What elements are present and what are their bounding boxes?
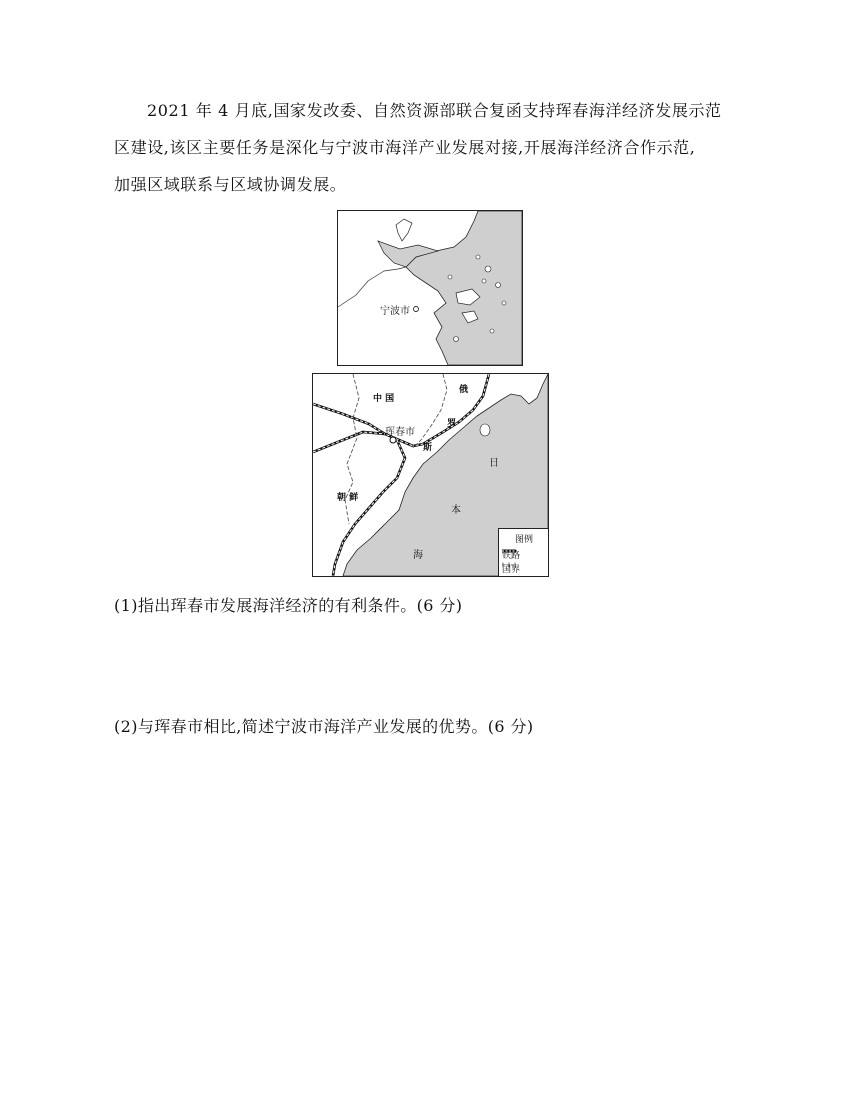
label-china: 中 国 — [373, 394, 395, 404]
label-russia-3: 斯 — [423, 443, 433, 453]
railway-line — [313, 432, 385, 452]
ningbo-map — [337, 210, 523, 366]
label-russia-2: 罗 — [447, 419, 457, 429]
intro-line-2: 区建设,该区主要任务是深化与宁波市海洋产业发展对接,开展海洋经济合作示范, — [114, 138, 696, 157]
legend-railway-label: 铁路 — [502, 551, 521, 561]
hunchun-map — [312, 373, 549, 577]
ningbo-island — [448, 275, 452, 279]
label-sea-2: 本 — [451, 505, 461, 516]
intro-paragraph — [114, 92, 744, 203]
ningbo-island — [490, 329, 494, 333]
ningbo-sea — [406, 211, 522, 365]
legend-title: 图例 — [515, 535, 534, 545]
ningbo-city-label: 宁波市 — [380, 306, 410, 317]
ningbo-map-graphic — [338, 211, 522, 365]
ningbo-island — [476, 255, 480, 259]
ningbo-island — [454, 337, 459, 342]
railway-symbol-icon — [502, 548, 516, 554]
label-sea-3: 海 — [413, 550, 423, 561]
national-border — [413, 374, 447, 448]
question-1: (1)指出珲春市发展海洋经济的有利条件。(6 分) — [114, 596, 463, 615]
hunchun-lake — [480, 424, 490, 436]
legend-border-row — [502, 562, 520, 575]
ningbo-city-marker — [414, 307, 419, 312]
ningbo-island — [502, 301, 506, 305]
intro-line-3: 加强区域联系与区域协调发展。 — [114, 175, 347, 194]
map-legend — [498, 528, 549, 577]
ningbo-island — [485, 266, 491, 272]
border-symbol-icon — [502, 562, 516, 568]
legend-border-label: 国界 — [502, 565, 521, 575]
ningbo-island — [482, 279, 486, 283]
ningbo-island — [496, 283, 501, 288]
label-russia-1: 俄 — [459, 385, 469, 395]
intro-line-1: 2021 年 4 月底,国家发改委、自然资源部联合复函支持珲春海洋经济发展示范 — [147, 101, 722, 120]
ningbo-boundary — [338, 267, 406, 307]
legend-railway-row — [502, 548, 520, 561]
label-sea-1: 日 — [489, 458, 499, 469]
ningbo-island — [396, 219, 412, 241]
hunchun-city-label: 珲春市 — [385, 427, 415, 438]
label-korea: 朝 鲜 — [337, 493, 359, 503]
question-2: (2)与珲春市相比,简述宁波市海洋产业发展的优势。(6 分) — [114, 717, 534, 736]
